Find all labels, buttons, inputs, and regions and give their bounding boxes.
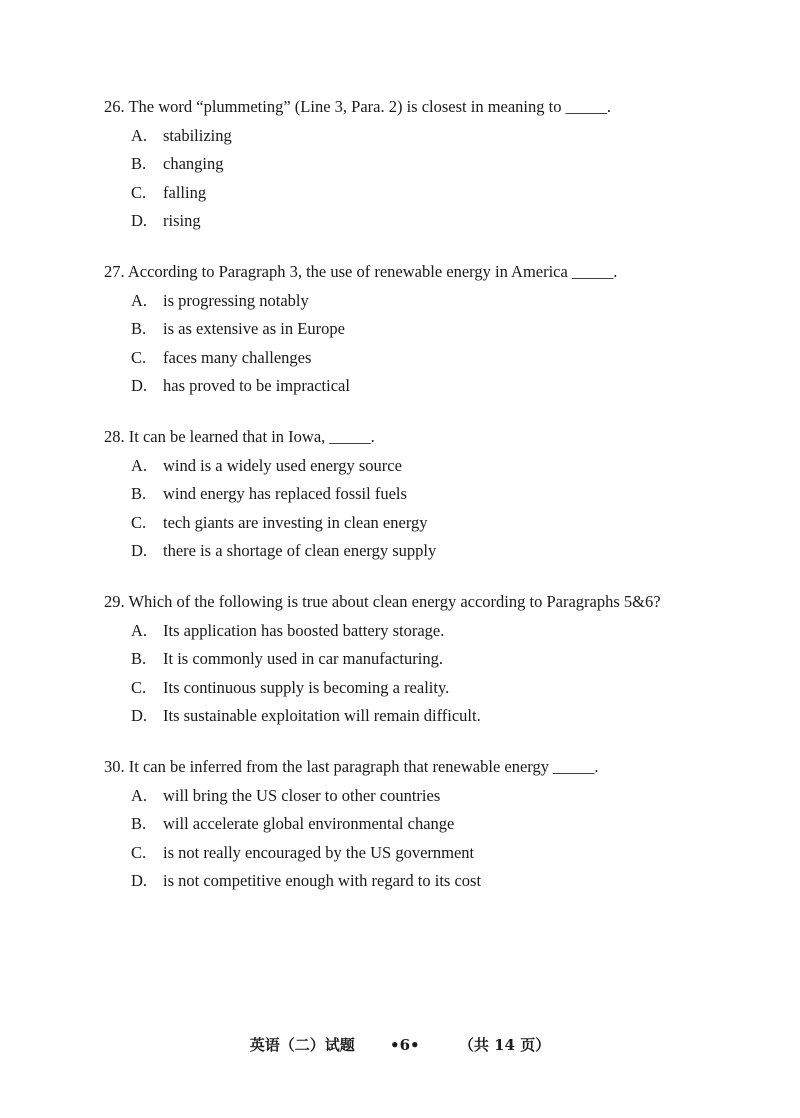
option-text: changing: [163, 154, 224, 173]
option-letter: A.: [131, 455, 148, 475]
question-stem: 29. Which of the following is true about clean energy according to Paragraphs 5&6?: [104, 592, 661, 611]
option-text: Its sustainable exploitation will remain difficult.: [163, 706, 481, 725]
option-letter: B.: [131, 814, 147, 833]
option-c: [104, 346, 764, 369]
option-a: [104, 289, 764, 312]
question-28: [104, 425, 764, 562]
option-letter: B.: [131, 649, 147, 668]
option-b: [104, 152, 764, 175]
question-list: [104, 95, 764, 920]
option-letter: D.: [131, 541, 148, 560]
option-text: is not competitive enough with regard to its cost: [163, 871, 482, 890]
option-letter: B.: [131, 154, 147, 173]
option-letter: B.: [131, 319, 147, 338]
option-d: [104, 374, 764, 397]
option-text: falling: [163, 182, 207, 202]
question-27: [104, 260, 764, 397]
option-c: [104, 181, 764, 204]
option-text: will accelerate global environmental change: [163, 814, 455, 833]
option-d: [104, 869, 764, 892]
option-c: [104, 676, 764, 699]
option-b: [104, 482, 764, 505]
option-b: [104, 812, 764, 835]
option-letter: A.: [131, 785, 148, 805]
exam-title: 英语（二）试题: [249, 1036, 355, 1054]
option-letter: D.: [131, 376, 148, 395]
option-text: stabilizing: [163, 125, 232, 145]
option-b: [104, 317, 764, 340]
option-text: It is commonly used in car manufacturing.: [163, 649, 443, 668]
option-a: [104, 124, 764, 147]
option-c: [104, 511, 764, 534]
option-text: will bring the US closer to other countries: [163, 785, 441, 805]
option-c: [104, 841, 764, 864]
option-d: [104, 539, 764, 562]
option-letter: C.: [131, 347, 147, 367]
option-letter: A.: [131, 125, 148, 145]
option-text: tech giants are investing in clean energy: [163, 512, 428, 532]
option-text: there is a shortage of clean energy supply: [163, 541, 437, 560]
option-b: [104, 647, 764, 670]
option-text: faces many challenges: [163, 347, 312, 367]
option-a: [104, 784, 764, 807]
page-footer: [0, 1034, 800, 1056]
option-d: [104, 704, 764, 727]
question-stem: 30. It can be inferred from the last paragraph that renewable energy _____.: [104, 757, 599, 776]
option-a: [104, 454, 764, 477]
question-stem: 27. According to Paragraph 3, the use of renewable energy in America _____.: [104, 262, 618, 281]
option-d: [104, 209, 764, 232]
option-text: wind energy has replaced fossil fuels: [163, 484, 407, 503]
option-letter: D.: [131, 706, 148, 725]
option-letter: D.: [131, 211, 148, 230]
option-text: is as extensive as in Europe: [163, 319, 345, 338]
option-text: Its continuous supply is becoming a reality.: [163, 677, 450, 697]
option-letter: C.: [131, 512, 147, 532]
option-a: [104, 619, 764, 642]
option-letter: D.: [131, 871, 148, 890]
option-text: Its application has boosted battery storage.: [163, 620, 445, 640]
total-pages: （共 14 页）: [458, 1036, 551, 1054]
option-letter: C.: [131, 677, 147, 697]
option-text: is not really encouraged by the US government: [163, 842, 475, 862]
question-26: [104, 95, 764, 232]
option-text: wind is a widely used energy source: [163, 455, 402, 475]
option-letter: A.: [131, 620, 148, 640]
question-29: [104, 590, 764, 727]
option-letter: B.: [131, 484, 147, 503]
question-stem: 28. It can be learned that in Iowa, _____.: [104, 427, 375, 446]
page-number: •6•: [390, 1036, 420, 1054]
option-text: is progressing notably: [163, 290, 309, 310]
option-letter: A.: [131, 290, 148, 310]
question-30: [104, 755, 764, 892]
option-letter: C.: [131, 182, 147, 202]
question-stem: 26. The word “plummeting” (Line 3, Para. 2) is closest in meaning to _____.: [104, 97, 611, 116]
option-text: has proved to be impractical: [163, 376, 350, 395]
option-letter: C.: [131, 842, 147, 862]
option-text: rising: [163, 211, 201, 230]
